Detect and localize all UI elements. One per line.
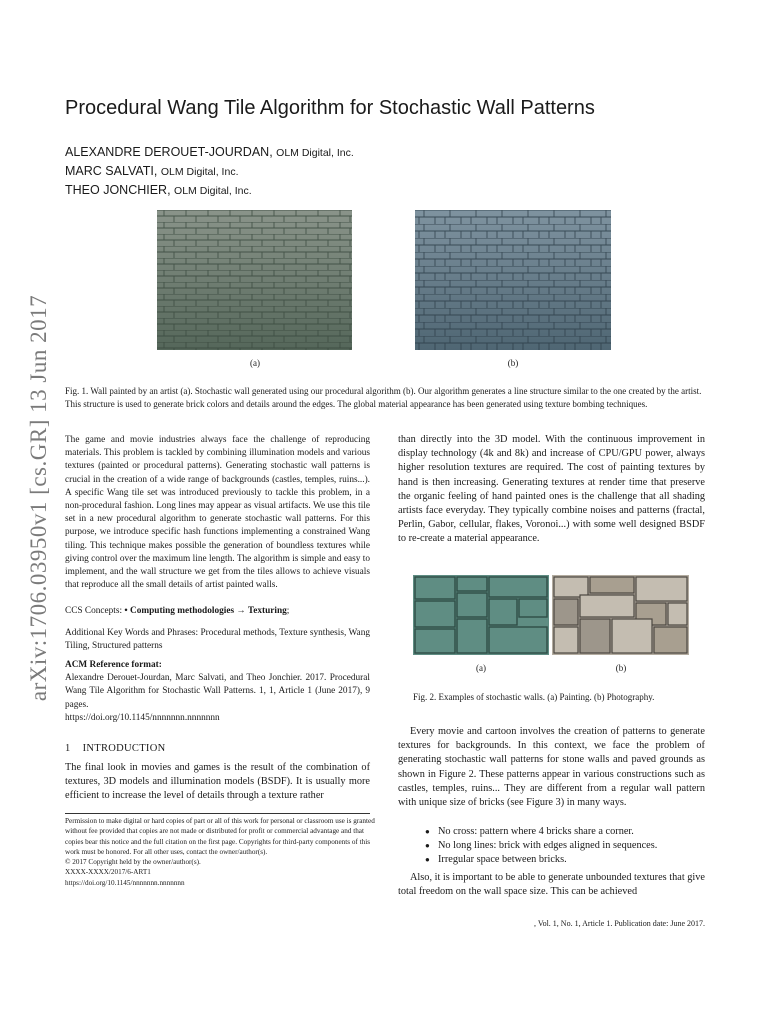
ccs-value: • Computing methodologies → Texturing <box>124 606 287 616</box>
constraint-list <box>398 825 708 868</box>
footnote-rule <box>65 813 370 814</box>
footnote-doi[interactable]: https://doi.org/10.1145/nnnnnnn.nnnnnnn <box>65 878 185 887</box>
acm-reference <box>65 659 370 725</box>
permission-notice: Permission to make digital or hard copies of part or all of this work for personal or classroom use is granted without fee provided that copies are not made or distributed for profit or commercial advantage and that copies bear this notice and the full citation on the first page. Copyrights for third-party components of this work must be honored. For all other uses, contact the owner/author(s). <box>65 817 375 856</box>
list-item: ● No long lines: brick with edges aligned in sequences. <box>398 839 708 853</box>
figure2-label-a: (a) <box>476 663 486 673</box>
author-3: THEO JONCHIER, OLM Digital, Inc. <box>65 183 252 197</box>
figure2b-image <box>552 575 689 655</box>
acm-ref-heading: ACM Reference format: <box>65 660 162 670</box>
figure1b-image <box>415 210 611 350</box>
list-item: ● No cross: pattern where 4 bricks share a corner. <box>398 825 708 839</box>
figure2-caption: Fig. 2. Examples of stochastic walls. (a) Painting. (b) Photography. <box>413 692 655 702</box>
intro-paragraph-1: The final look in movies and games is the result of the combination of textures, 3D models and illumination models (BSDF). It is usually more efficient to increase the level of details through a texture rather <box>65 762 370 802</box>
figure2a-wall-svg <box>413 575 549 655</box>
abstract-text: The game and movie industries always face the challenge of reproducing materials. This problem is tackled by combining illumination models and various textures (painted or procedural patterns). Generating stochastic wall patterns is crucial in the creation of a wide range of backgrounds (castles, temples, ruins...). A specific Wang tile set was introduced previously to tackle this problem, in a non-procedural fashion. Long lines may appear as visual artifacts. We use this tile set in a new procedural algorithm to generate stochastic wall patterns. For this purpose, we introduce specific hash functions implementing a constrained Wang tiling. This technique makes possible the generation of boundless textures while giving control over the maximum line length. The algorithm is simple and easy to implement, and the wall structure we get from the tiles allows to achieve visuals that reproduce all the small details of artist painted walls. <box>65 435 370 591</box>
author-affiliation: OLM Digital, Inc. <box>160 166 239 178</box>
figure1a-wall-svg <box>157 210 352 350</box>
footnote: Permission to make digital or hard copies of part or all of this work for personal or classroom use is granted without fee provided that copies are not made or distributed for profit or commercial advantage and that copies bear this notice and the full citation on the first page. Copyrights for third-party components of this work must be honored. For all other uses, contact the owner/author(s). © 2017 Copyright held by the owner/author(s). XXXX-XXXX/2017/6-ART1 https://doi.org/10.1145/nnnnnnn.nnnnnnn <box>65 817 375 887</box>
abstract <box>65 434 370 592</box>
figure1a-image <box>157 210 352 350</box>
list-item: ● Irregular space between bricks. <box>398 853 708 867</box>
author-2: MARC SALVATI, OLM Digital, Inc. <box>65 164 239 178</box>
figure1-label-a: (a) <box>250 358 260 368</box>
author-list <box>65 143 565 200</box>
arxiv-id: arXiv:1706.03950v1 [cs.GR] 13 Jun 2017 <box>26 294 51 702</box>
figure2a-image <box>413 575 549 655</box>
paper-title: Procedural Wang Tile Algorithm for Stochastic Wall Patterns <box>65 97 595 119</box>
author-1: ALEXANDRE DEROUET-JOURDAN, OLM Digital, Inc. <box>65 145 354 159</box>
author-affiliation: OLM Digital, Inc. <box>276 147 354 159</box>
ccs-concepts: CCS Concepts: • Computing methodologies → Texturing; <box>65 606 290 616</box>
keywords: Additional Key Words and Phrases: Procedural methods, Texture synthesis, Wang Tiling, Structured patterns <box>65 628 370 652</box>
figure1b-wall-svg <box>415 210 611 350</box>
figure2b-wall-svg <box>552 575 689 655</box>
copyright-notice: © 2017 Copyright held by the owner/author(s). <box>65 858 201 867</box>
arxiv-sidebar <box>19 268 59 728</box>
acm-ref-doi[interactable]: https://doi.org/10.1145/nnnnnnn.nnnnnnn <box>65 712 220 723</box>
figure2-label-b: (b) <box>615 663 627 673</box>
figure1-caption: Fig. 1. Wall painted by an artist (a). Stochastic wall generated using our procedural algorithm (b). Our algorithm generates a line structure similar to the one created by the artist. This structure is used to generate brick colors and details around the edges. The global material appearance has been generated using texture bombing techniques. <box>65 386 702 409</box>
figure1-label-b: (b) <box>507 358 519 368</box>
intro-paragraph-3: Every movie and cartoon involves the creation of patterns to generate textures for backgrounds. In this context, we face the problem of generating stochastic wall patterns for stone walls and paved grounds as shown in Figure 2. These patterns appear in various constructions such as castles, temples, ruins... They are different from a regular wall pattern with unique size of bricks (see Figure 3) in many ways. <box>398 726 705 809</box>
acm-ref-text: Alexandre Derouet-Jourdan, Marc Salvati, and Theo Jonchier. 2017. Procedural Wang Tile Algorithm for Stochastic Wall Patterns. 1, 1, Article 1 (June 2017), 9 pages. <box>65 673 370 710</box>
author-affiliation: OLM Digital, Inc. <box>174 185 252 197</box>
intro-paragraph-2: than directly into the 3D model. With the continuous improvement in display technology (4k and 8k) and increase of CPU/GPU power, always higher resolution textures are required. The cost of painting textures by hand is then increasing. Generating textures at render time that preserve the organic feeling of hand painted ones is the challenge that all shading artists face everyday. They typically combine noises and patterns (fractal, Perlin, Gabor, cellular, flakes, Voronoi...) with some well designed BSDF to re-create a material appearance. <box>398 434 705 545</box>
section-1-heading: 1 INTRODUCTION <box>65 743 166 754</box>
intro-paragraph-4: Also, it is important to be able to generate unbounded textures that give total freedom on the wall space size. This can be achieved <box>398 872 705 898</box>
page-footer: , Vol. 1, No. 1, Article 1. Publication date: June 2017. <box>533 919 705 928</box>
